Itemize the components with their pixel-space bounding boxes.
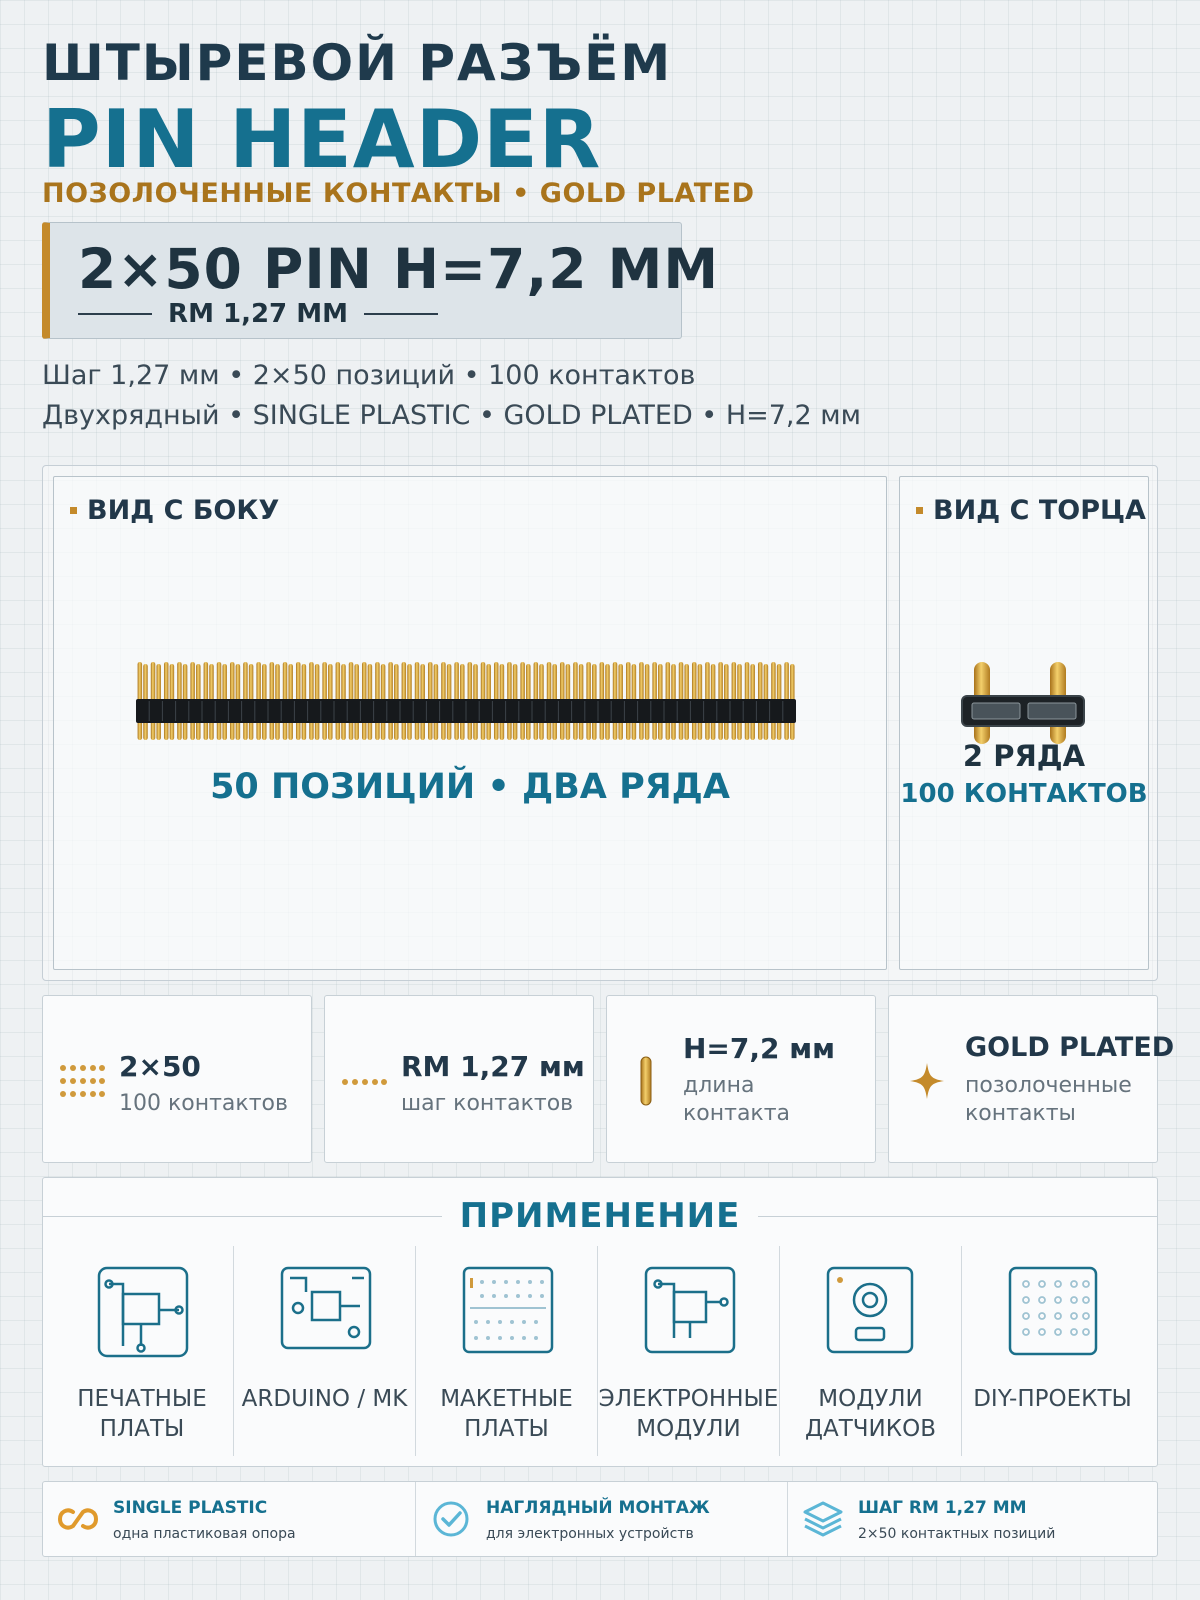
feature-subtitle: 100 контактов [119, 1091, 288, 1116]
circuit-module-icon [644, 1266, 736, 1358]
strip-item [787, 1482, 1157, 1556]
breadboard-icon [462, 1266, 554, 1358]
segment-divider [598, 701, 599, 721]
slot [1028, 703, 1076, 719]
segment-divider [782, 701, 783, 721]
feature-card-gold [888, 995, 1175, 1163]
feature-title: RM 1,27 мм [401, 1050, 585, 1083]
segment-divider [268, 701, 269, 721]
end-view-heading-text: ВИД С ТОРЦА [933, 495, 1146, 526]
segment-divider [545, 701, 546, 721]
strip-item [415, 1482, 787, 1556]
bottom-strip [42, 1481, 1158, 1557]
feature-subtitle: длина контакта [683, 1073, 791, 1126]
application-item [779, 1246, 961, 1456]
segment-divider [637, 701, 638, 721]
layers-icon [802, 1500, 844, 1538]
segment-divider [756, 701, 757, 721]
segment-divider [294, 701, 295, 721]
segment-divider [347, 701, 348, 721]
spec-main: 2×50 PIN H=7,2 MM [78, 237, 720, 301]
feature-card-pins [42, 995, 312, 1163]
segment-divider [400, 701, 401, 721]
dotted-line-icon [341, 1078, 387, 1086]
feature-title: GOLD PLATED [965, 1032, 1175, 1063]
end-view-drawing [960, 662, 1090, 744]
applications-heading: ПРИМЕНЕНИЕ [459, 1196, 741, 1236]
divider-line [78, 313, 152, 315]
sensor-icon [826, 1266, 918, 1358]
segment-divider [716, 701, 717, 721]
application-label: DIY-ПРОЕКТЫ [973, 1386, 1132, 1412]
end-view-heading [916, 495, 1146, 526]
description-line-1: Шаг 1,27 мм • 2×50 позиций • 100 контактов [42, 360, 696, 391]
check-circle-icon [430, 1500, 472, 1538]
application-label: ПЕЧАТНЫЕ ПЛАТЫ [77, 1386, 207, 1442]
strip-item [43, 1482, 415, 1556]
segment-divider [215, 701, 216, 721]
application-label: ЭЛЕКТРОННЫЕ МОДУЛИ [598, 1386, 779, 1442]
segment-divider [241, 701, 242, 721]
segment-divider [677, 701, 678, 721]
application-item [233, 1246, 415, 1456]
feature-title: 2×50 [119, 1050, 201, 1083]
spec-sub: RM 1,27 MM [168, 299, 348, 329]
feature-subtitle: позолоченные контакты [965, 1073, 1132, 1126]
segment-divider [202, 701, 203, 721]
segment-divider [769, 701, 770, 721]
segment-divider [188, 701, 189, 721]
strip-subtitle: 2×50 контактных позиций [858, 1526, 1056, 1542]
segment-divider [703, 701, 704, 721]
description-line-2: Двухрядный • SINGLE PLASTIC • GOLD PLATED • H=7,2 мм [42, 400, 862, 431]
feature-title: H=7,2 мм [683, 1032, 836, 1065]
application-label: МАКЕТНЫЕ ПЛАТЫ [440, 1386, 573, 1442]
segment-divider [320, 701, 321, 721]
segment-divider [426, 701, 427, 721]
segment-divider [334, 701, 335, 721]
end-view-panel [899, 476, 1149, 970]
end-view-contacts: 100 КОНТАКТОВ [900, 779, 1148, 809]
segment-divider [386, 701, 387, 721]
bullet-square-icon [70, 507, 77, 514]
segment-divider [624, 701, 625, 721]
feature-card-pitch [324, 995, 594, 1163]
segment-divider [532, 701, 533, 721]
side-view-heading [70, 495, 279, 526]
segment-divider [730, 701, 731, 721]
feature-card-height [606, 995, 876, 1163]
segment-divider [664, 701, 665, 721]
title-ru: ШТЫРЕВОЙ РАЗЪЁМ [42, 34, 673, 92]
side-view-caption: 50 ПОЗИЦИЙ • ДВА РЯДА [210, 767, 730, 807]
segment-divider [571, 701, 572, 721]
dot-grid-icon [59, 1064, 105, 1098]
segment-divider [307, 701, 308, 721]
strip-title: НАГЛЯДНЫЙ МОНТАЖ [486, 1498, 710, 1518]
spec-sub-row [78, 299, 438, 329]
spec-box [42, 222, 720, 339]
diy-grid-icon [1008, 1266, 1100, 1358]
segment-divider [466, 701, 467, 721]
segment-divider [479, 701, 480, 721]
pcb-icon [97, 1266, 189, 1358]
strip-title: SINGLE PLASTIC [113, 1498, 268, 1518]
segment-divider [492, 701, 493, 721]
applications-section [42, 1177, 1158, 1467]
end-view-rows: 2 РЯДА [962, 739, 1086, 773]
segment-divider [175, 701, 176, 721]
side-view-drawing [136, 662, 806, 742]
divider-line [758, 1216, 1157, 1217]
applications-header [43, 1196, 1157, 1236]
side-view-heading-text: ВИД С БОКУ [87, 495, 280, 526]
segment-divider [743, 701, 744, 721]
segment-divider [413, 701, 414, 721]
segment-divider [254, 701, 255, 721]
segment-divider [690, 701, 691, 721]
strip-subtitle: одна пластиковая опора [113, 1526, 296, 1542]
strip-subtitle: для электронных устройств [486, 1526, 694, 1542]
views-section [42, 465, 1158, 981]
strip-title: ШАГ RM 1,27 MM [858, 1498, 1027, 1518]
segment-divider [452, 701, 453, 721]
slot [972, 703, 1020, 719]
segment-divider [360, 701, 361, 721]
application-item [51, 1246, 233, 1456]
application-label: МОДУЛИ ДАТЧИКОВ [805, 1386, 936, 1442]
segment-divider [518, 701, 519, 721]
subtitle: ПОЗОЛОЧЕННЫЕ КОНТАКТЫ • GOLD PLATED [42, 178, 755, 209]
segment-divider [650, 701, 651, 721]
segment-divider [505, 701, 506, 721]
application-item [415, 1246, 597, 1456]
pin-icon [639, 1056, 653, 1106]
segment-divider [584, 701, 585, 721]
feature-subtitle: шаг контактов [401, 1091, 574, 1116]
bullet-square-icon [916, 507, 923, 514]
sparkle-icon [909, 1062, 945, 1100]
segment-divider [558, 701, 559, 721]
application-item [597, 1246, 779, 1456]
side-view-panel [53, 476, 887, 970]
segment-divider [281, 701, 282, 721]
application-label: ARDUINO / MK [241, 1386, 408, 1412]
segment-divider [439, 701, 440, 721]
link-icon [57, 1500, 99, 1538]
segment-divider [149, 701, 150, 721]
segment-divider [373, 701, 374, 721]
segment-divider [228, 701, 229, 721]
application-item [961, 1246, 1143, 1456]
chip-icon [280, 1266, 372, 1358]
divider-line [364, 313, 438, 315]
segment-divider [611, 701, 612, 721]
title-en: PIN HEADER [42, 93, 602, 186]
divider-line [43, 1216, 442, 1217]
segment-divider [162, 701, 163, 721]
